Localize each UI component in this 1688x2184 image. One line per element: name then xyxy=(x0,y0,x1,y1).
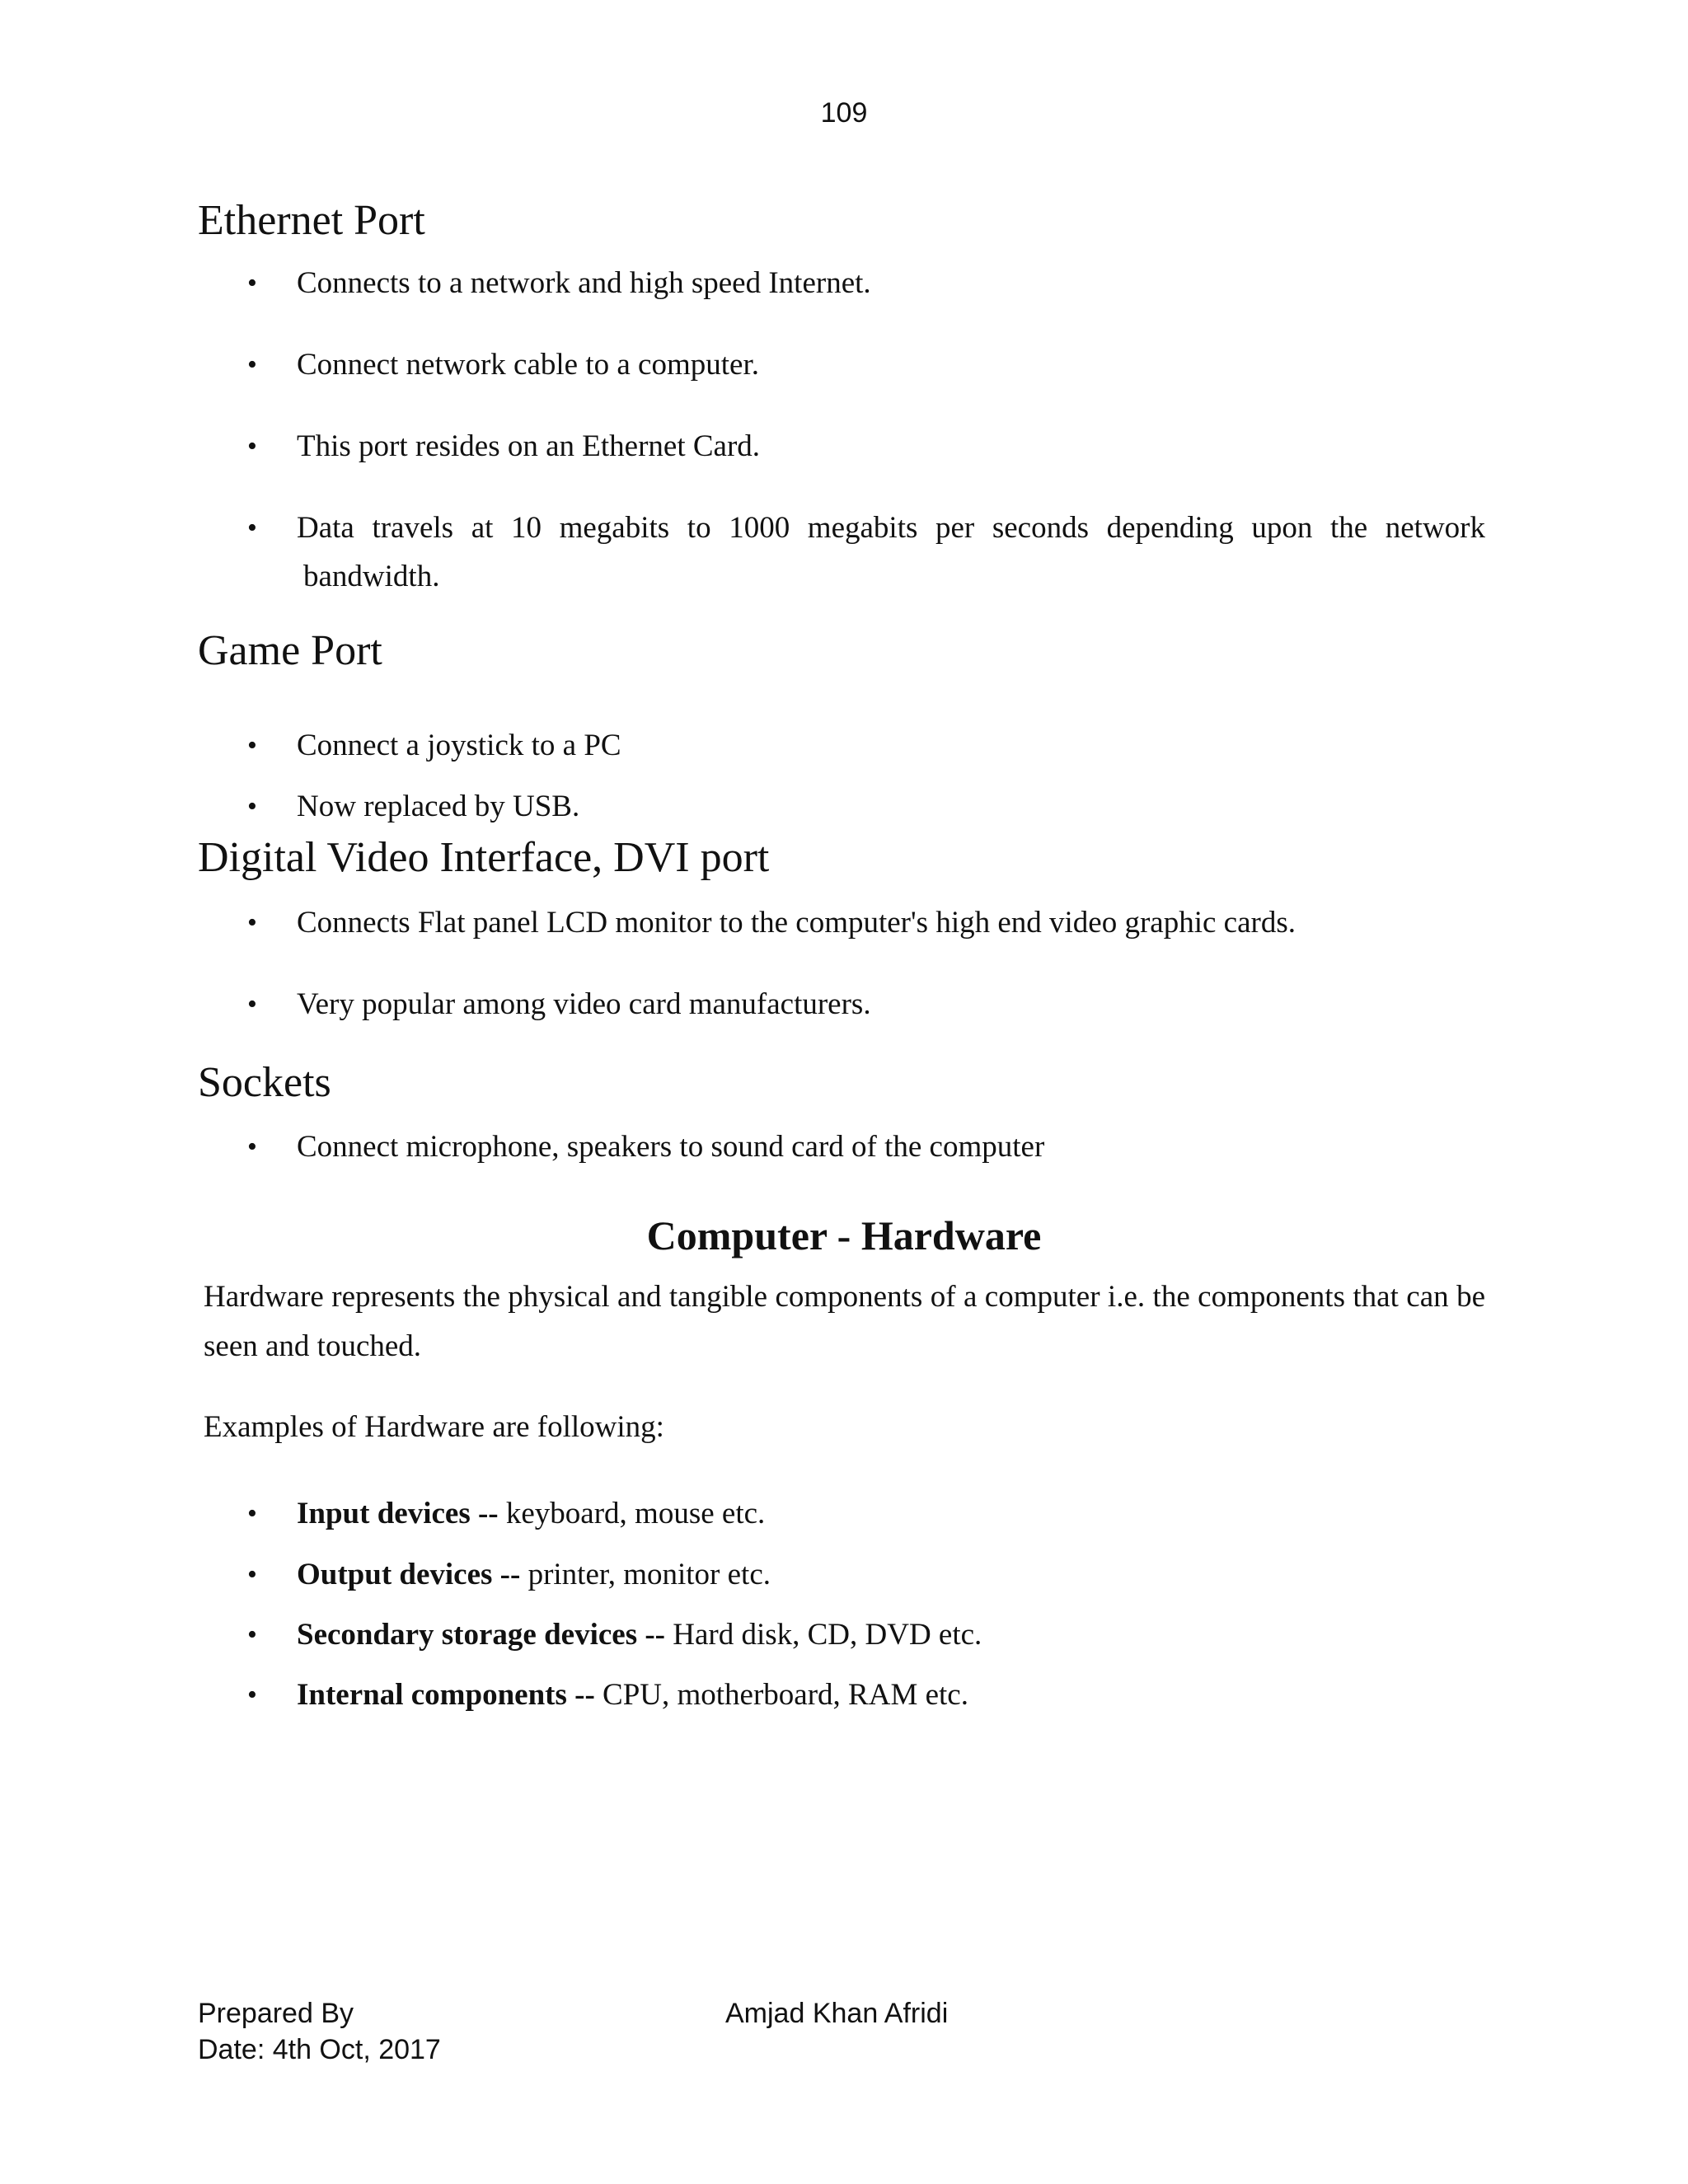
bullet-icon: • xyxy=(247,989,257,1019)
heading-sockets: Sockets xyxy=(198,1059,331,1106)
list-item-desc: keyboard, mouse etc. xyxy=(498,1497,766,1530)
list-item xyxy=(247,504,1485,601)
list-item-text: Connects Flat panel LCD monitor to the computer's high end video graphic cards. xyxy=(297,906,1296,940)
bullet-icon: • xyxy=(247,1498,257,1529)
list-item xyxy=(247,980,1485,1029)
bullet-icon: • xyxy=(247,349,257,380)
list-item xyxy=(247,340,1485,389)
heading-ethernet-port: Ethernet Port xyxy=(198,197,425,244)
list-item-text: Data travels at 10 megabits to 1000 megabits per seconds depending upon the network xyxy=(297,511,1485,545)
list-item xyxy=(247,259,1485,307)
bullet-icon: • xyxy=(247,1619,257,1650)
list-item-desc: Hard disk, CD, DVD etc. xyxy=(664,1618,982,1652)
heading-game-port: Game Port xyxy=(198,627,382,674)
bullet-icon: • xyxy=(247,513,257,543)
list-item-text xyxy=(297,1489,1485,1538)
bullet-icon: • xyxy=(247,268,257,298)
bullet-icon: • xyxy=(247,1559,257,1590)
examples-lead-paragraph: Examples of Hardware are following: xyxy=(204,1410,664,1444)
footer-author: Amjad Khan Afridi xyxy=(725,1998,949,2029)
bullet-icon: • xyxy=(247,431,257,462)
list-item-text: Now replaced by USB. xyxy=(297,790,580,823)
list-item-text xyxy=(297,1671,1485,1719)
list-item xyxy=(247,1122,1485,1171)
list-item xyxy=(247,1610,1485,1659)
list-item xyxy=(247,721,1485,770)
heading-dvi-port: Digital Video Interface, DVI port xyxy=(198,834,770,881)
bullet-icon: • xyxy=(247,791,257,822)
list-item-text xyxy=(297,1550,1485,1599)
bullet-icon: • xyxy=(247,730,257,761)
list-item-term: Output devices -- xyxy=(297,1558,521,1591)
list-item-text-continued: bandwidth. xyxy=(303,560,440,593)
list-item xyxy=(247,1671,1485,1719)
bullet-icon: • xyxy=(247,907,257,938)
list-item-text xyxy=(297,1610,1485,1659)
list-item-term: Internal components -- xyxy=(297,1678,595,1712)
section-title-hardware: Computer - Hardware xyxy=(646,1212,1042,1258)
list-item-desc: CPU, motherboard, RAM etc. xyxy=(594,1678,968,1712)
list-item-text: Connect a joystick to a PC xyxy=(297,729,621,762)
list-item-term: Secondary storage devices -- xyxy=(297,1618,665,1652)
list-item xyxy=(247,1550,1485,1599)
list-item xyxy=(247,898,1485,947)
footer-date: Date: 4th Oct, 2017 xyxy=(198,2034,441,2065)
footer-prepared-by: Prepared By xyxy=(198,1998,354,2029)
list-item-text: Connects to a network and high speed Internet. xyxy=(297,266,871,300)
list-item xyxy=(247,1489,1485,1538)
list-item-text: Connect microphone, speakers to sound card of the computer xyxy=(297,1130,1045,1164)
list-item xyxy=(247,422,1485,471)
bullet-icon: • xyxy=(247,1132,257,1162)
list-item-text: This port resides on an Ethernet Card. xyxy=(297,429,761,463)
list-item-term: Input devices -- xyxy=(297,1497,499,1530)
list-item xyxy=(247,782,1485,831)
list-item-text: Very popular among video card manufacturers. xyxy=(297,987,871,1021)
list-item-text: Connect network cable to a computer. xyxy=(297,348,759,382)
list-item-desc: printer, monitor etc. xyxy=(520,1558,771,1591)
bullet-icon: • xyxy=(247,1680,257,1710)
hardware-intro-paragraph: Hardware represents the physical and tangible components of a computer i.e. the components that can be seen and touched. xyxy=(204,1280,1485,1363)
page-number: 109 xyxy=(820,97,868,129)
